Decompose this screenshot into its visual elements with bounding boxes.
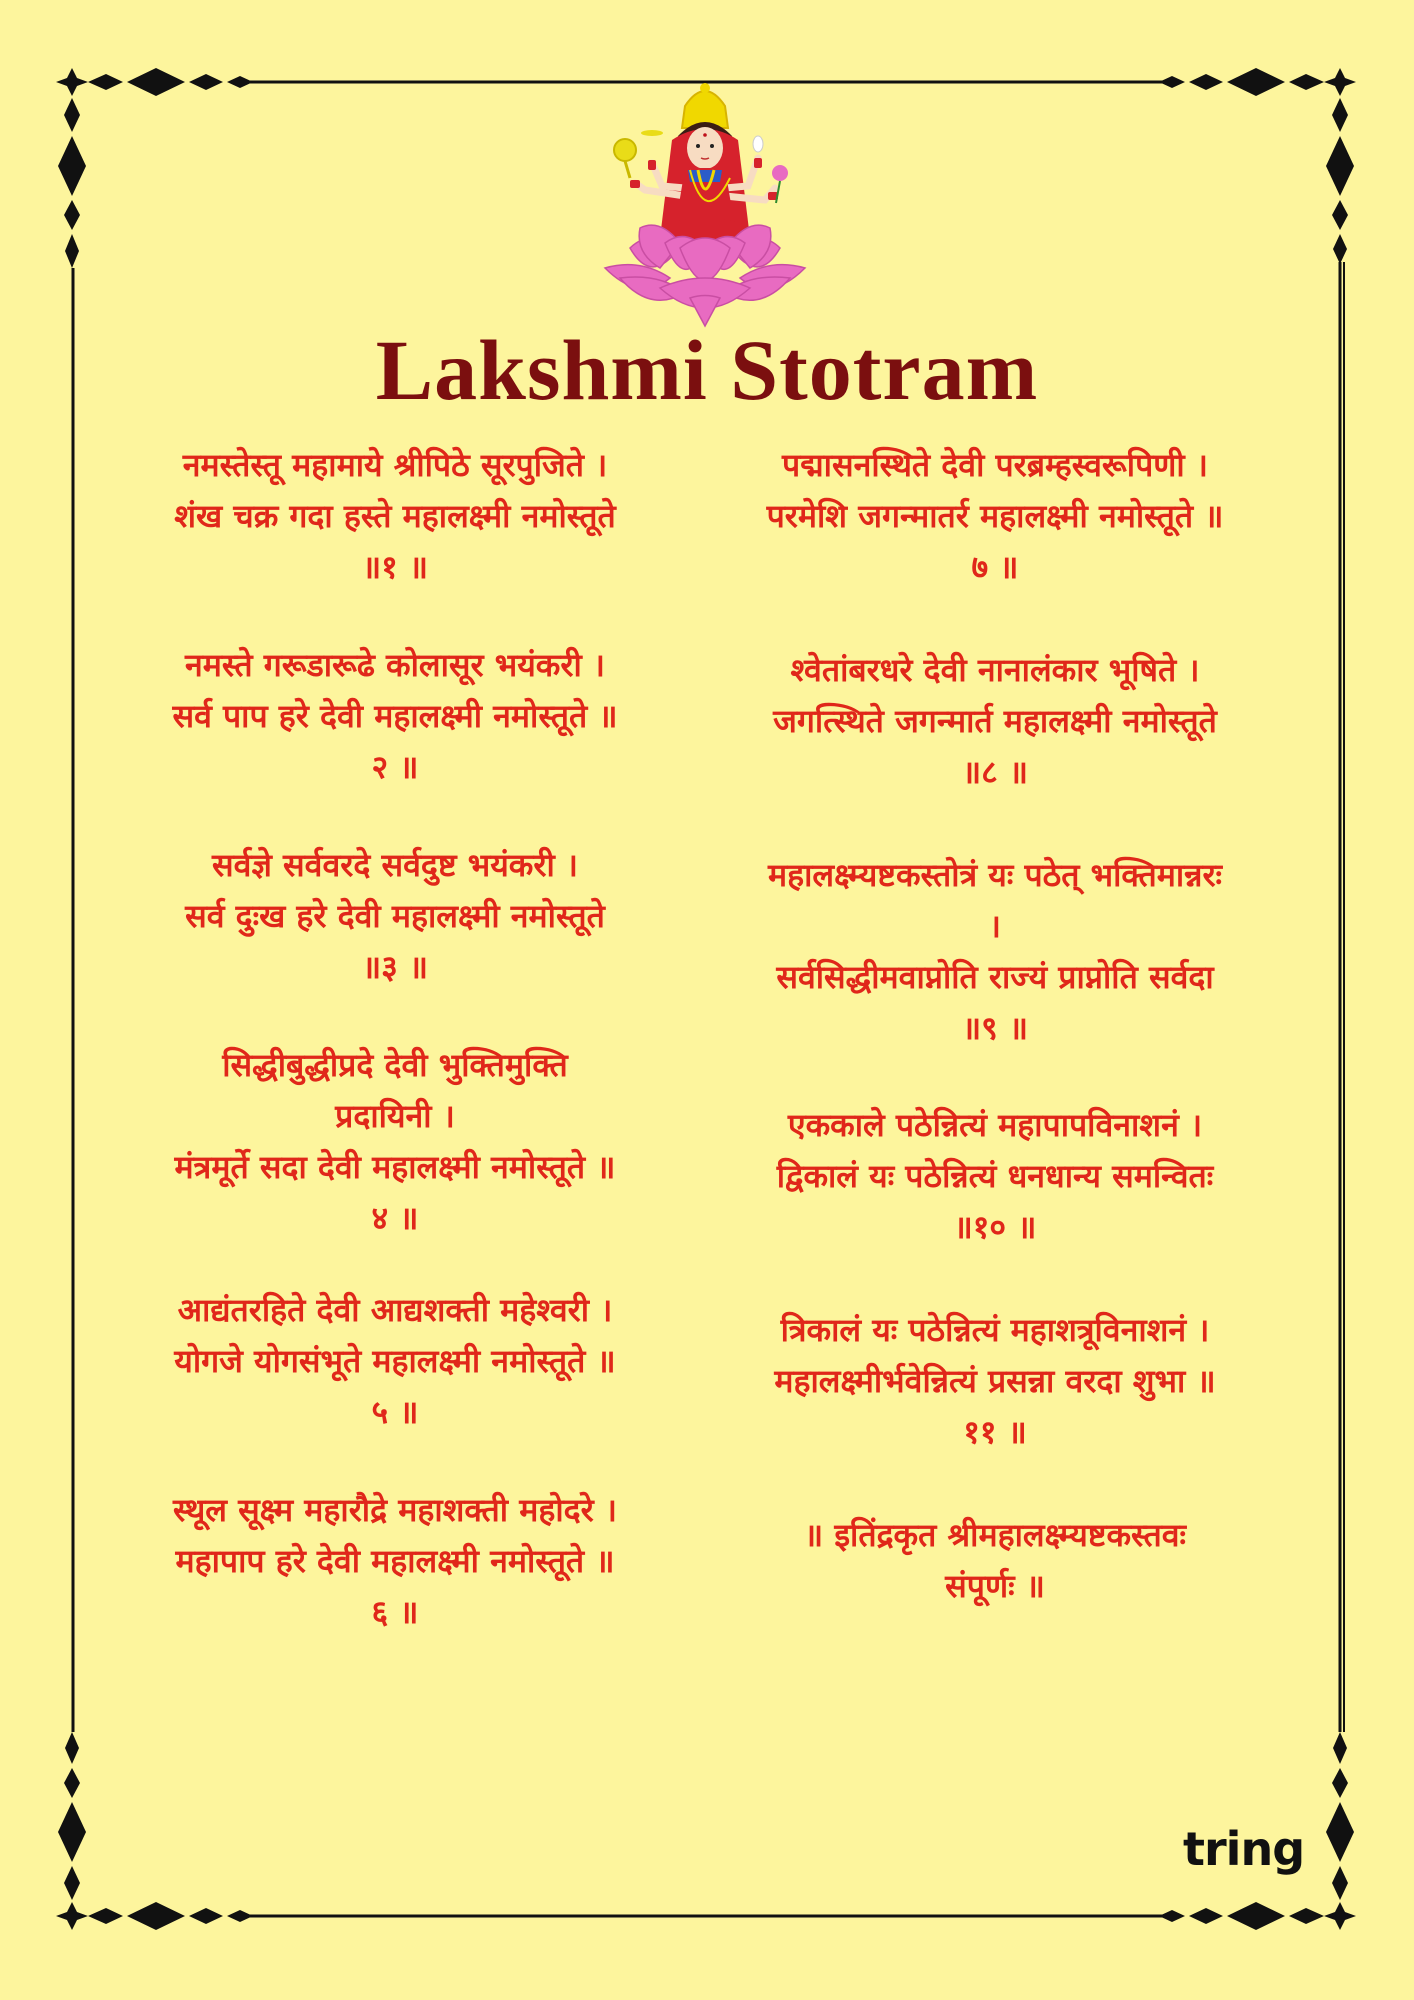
verse-number: ॥१ ॥ — [361, 548, 429, 586]
verse-line: सर्वसिद्धीमवाप्नोति राज्यं प्राप्नोति सर्वदा — [776, 958, 1214, 996]
verse-line: ॥ इतिंद्रकृत श्रीमहालक्ष्म्यष्टकस्तवः — [804, 1516, 1186, 1554]
verse-10 — [695, 1100, 1295, 1253]
verse-line: शंख चक्र गदा हस्ते महालक्ष्मी नमोस्तूते — [174, 497, 616, 535]
verse-line: मंत्रमूर्ते सदा देवी महालक्ष्मी नमोस्तूते ॥ — [174, 1148, 616, 1186]
verse-line: महालक्ष्मीर्भवेन्नित्यं प्रसन्ना वरदा शुभा ॥ — [774, 1362, 1216, 1400]
verse-number: ११ ॥ — [963, 1413, 1027, 1451]
verse-number: २ ॥ — [371, 748, 419, 786]
brand-logo: tring — [1183, 1822, 1305, 1876]
verse-line: श्वेतांबरधरे देवी नानालंकार भूषिते । — [790, 651, 1200, 689]
lakshmi-illustration — [590, 78, 820, 328]
verse-1 — [95, 440, 695, 593]
verse-11 — [695, 1305, 1295, 1458]
verse-line: महापाप हरे देवी महालक्ष्मी नमोस्तूते ॥ — [175, 1542, 615, 1580]
verse-line: सिद्धीबुद्धीप्रदे देवी भुक्तिमुक्ति — [222, 1046, 568, 1084]
verse-line: द्विकालं यः पठेन्नित्यं धनधान्य समन्वितः — [776, 1157, 1214, 1195]
verse-line: पद्मासनस्थिते देवी परब्रम्हस्वरूपिणी । — [782, 446, 1208, 484]
verse-line: स्थूल सूक्ष्म महारौद्रे महाशक्ती महोदरे । — [173, 1491, 617, 1529]
verse-line: प्रदायिनी । — [335, 1097, 455, 1135]
verse-4 — [95, 1040, 695, 1244]
verse-line: । — [988, 907, 1002, 945]
verse-number: ॥१० ॥ — [953, 1208, 1037, 1246]
verse-line: सर्व दुःख हरे देवी महालक्ष्मी नमोस्तूते — [185, 897, 605, 935]
verse-9 — [695, 850, 1295, 1054]
verse-line: त्रिकालं यः पठेन्नित्यं महाशत्रूविनाशनं । — [780, 1311, 1210, 1349]
verse-line: योगजे योगसंभूते महालक्ष्मी नमोस्तूते ॥ — [174, 1342, 616, 1380]
verse-number: ७ ॥ — [971, 548, 1019, 586]
verse-number: ॥३ ॥ — [361, 948, 429, 986]
verse-line: सर्वज्ञे सर्ववरदे सर्वदुष्ट भयंकरी । — [211, 846, 579, 884]
page-title: Lakshmi Stotram — [375, 322, 1039, 418]
verse-number: ॥८ ॥ — [961, 753, 1029, 791]
verse-line: परमेशि जगन्मातर्र महालक्ष्मी नमोस्तूते ॥ — [766, 497, 1224, 535]
verse-line: आद्यंतरहिते देवी आद्यशक्ती महेश्वरी । — [177, 1291, 613, 1329]
verse-number: ४ ॥ — [371, 1199, 419, 1237]
verse-8 — [695, 645, 1295, 798]
verse-number: ५ ॥ — [371, 1393, 419, 1431]
verse-number: ॥९ ॥ — [961, 1009, 1029, 1047]
verse-line: जगत्स्थिते जगन्मार्त महालक्ष्मी नमोस्तूते — [773, 702, 1217, 740]
closing-verse — [695, 1510, 1295, 1612]
verse-3 — [95, 840, 695, 993]
verse-line: एककाले पठेन्नित्यं महापापविनाशनं । — [787, 1106, 1203, 1144]
verse-6 — [95, 1485, 695, 1638]
verse-line: नमस्ते गरूडारूढे कोलासूर भयंकरी । — [184, 646, 606, 684]
verse-line: नमस्तेस्तू महामाये श्रीपिठे सूरपुजिते । — [182, 446, 608, 484]
verse-line: संपूर्णः ॥ — [945, 1567, 1045, 1605]
verse-number: ६ ॥ — [371, 1593, 419, 1631]
verse-5 — [95, 1285, 695, 1438]
verse-7 — [695, 440, 1295, 593]
verse-2 — [95, 640, 695, 793]
verse-line: महालक्ष्म्यष्टकस्तोत्रं यः पठेत् भक्तिमान्नरः — [767, 856, 1223, 894]
verse-line: सर्व पाप हरे देवी महालक्ष्मी नमोस्तूते ॥ — [172, 697, 618, 735]
